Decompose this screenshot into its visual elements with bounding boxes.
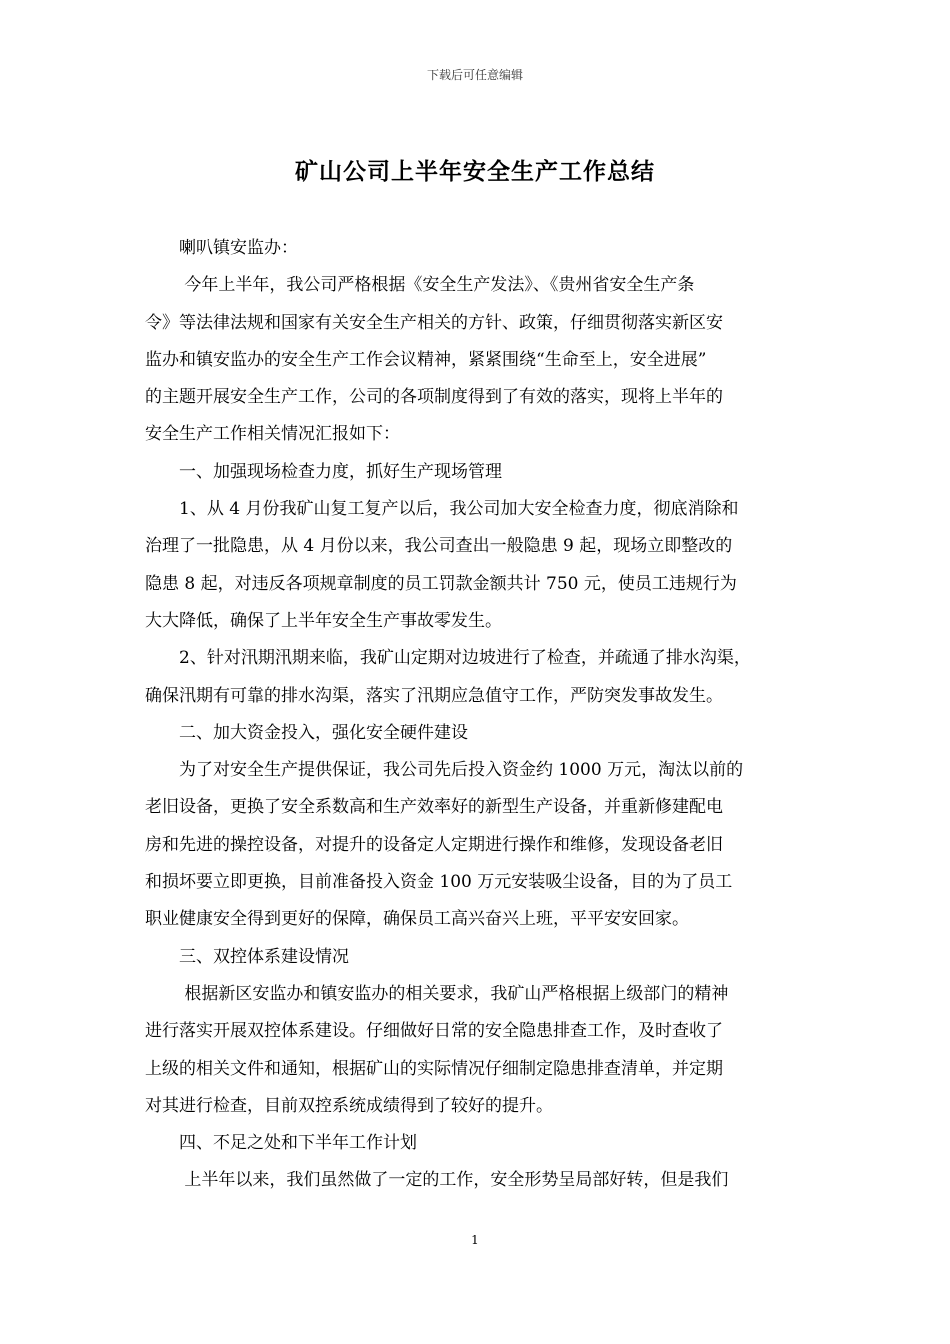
document-title: 矿山公司上半年安全生产工作总结 [295,158,655,185]
body-line: 职业健康安全得到更好的保障，确保员工高兴奋兴上班，平平安安回家。 [145,909,689,930]
body-line: 监办和镇安监办的安全生产工作会议精神，紧紧围绕“生命至上，安全进展” [145,349,707,370]
body-line: 喇叭镇安监办： [145,238,298,258]
body-line: 进行落实开展双控体系建设。仔细做好日常的安全隐患排查工作，及时查收了 [145,1021,723,1042]
body-line: 和损坏要立即更换，目前准备投入资金 100 万元安装吸尘设备，目的为了员工 [145,872,733,893]
body-line: 根据新区安监办和镇安监办的相关要求，我矿山严格根据上级部门的精神 [145,983,729,1004]
body-line: 房和先进的操控设备，对提升的设备定人定期进行操作和维修，发现设备老旧 [145,834,723,855]
section-heading: 四、不足之处和下半年工作计划 [145,1133,417,1154]
page-number: 1 [471,1233,479,1247]
body-line: 令》等法律法规和国家有关安全生产相关的方针、政策，仔细贯彻落实新区安 [145,312,723,333]
body-line: 上半年以来，我们虽然做了一定的工作，安全形势呈局部好转，但是我们 [145,1170,729,1191]
body-line: 今年上半年，我公司严格根据《安全生产发法》、《贵州省安全生产条 [145,275,695,296]
body-line: 确保汛期有可靠的排水沟渠，落实了汛期应急值守工作，严防突发事故发生。 [145,685,723,706]
body-line: 1、从 4 月份我矿山复工复产以后，我公司加大安全检查力度，彻底消除和 [145,499,739,520]
body-line: 安全生产工作相关情况汇报如下： [145,424,400,445]
body-line: 治理了一批隐患，从 4 月份以来，我公司查出一般隐患 9 起，现场立即整改的 [145,536,733,557]
body-line: 2、针对汛期汛期来临，我矿山定期对边坡进行了检查，并疏通了排水沟渠， [145,648,751,669]
body-line: 为了对安全生产提供保证，我公司先后投入资金约 1000 万元，淘汰以前的 [145,760,744,781]
body-line: 老旧设备，更换了安全系数高和生产效率好的新型生产设备，并重新修建配电 [145,797,723,818]
body-line: 的主题开展安全生产工作，公司的各项制度得到了有效的落实，现将上半年的 [145,387,723,408]
header-note: 下载后可任意编辑 [426,68,523,82]
body-line: 隐患 8 起，对违反各项规章制度的员工罚款金额共计 750 元，使员工违规行为 [145,573,737,594]
section-heading: 三、双控体系建设情况 [145,946,349,967]
body-line: 大大降低，确保了上半年安全生产事故零发生。 [145,610,502,631]
body-line: 对其进行检查，目前双控系统成绩得到了较好的提升。 [145,1095,553,1116]
body-line: 上级的相关文件和通知，根据矿山的实际情况仔细制定隐患排查清单，并定期 [145,1058,723,1079]
section-heading: 一、加强现场检查力度，抓好生产现场管理 [145,461,502,482]
section-heading: 二、加大资金投入，强化安全硬件建设 [145,722,468,743]
document-body [145,230,810,1200]
